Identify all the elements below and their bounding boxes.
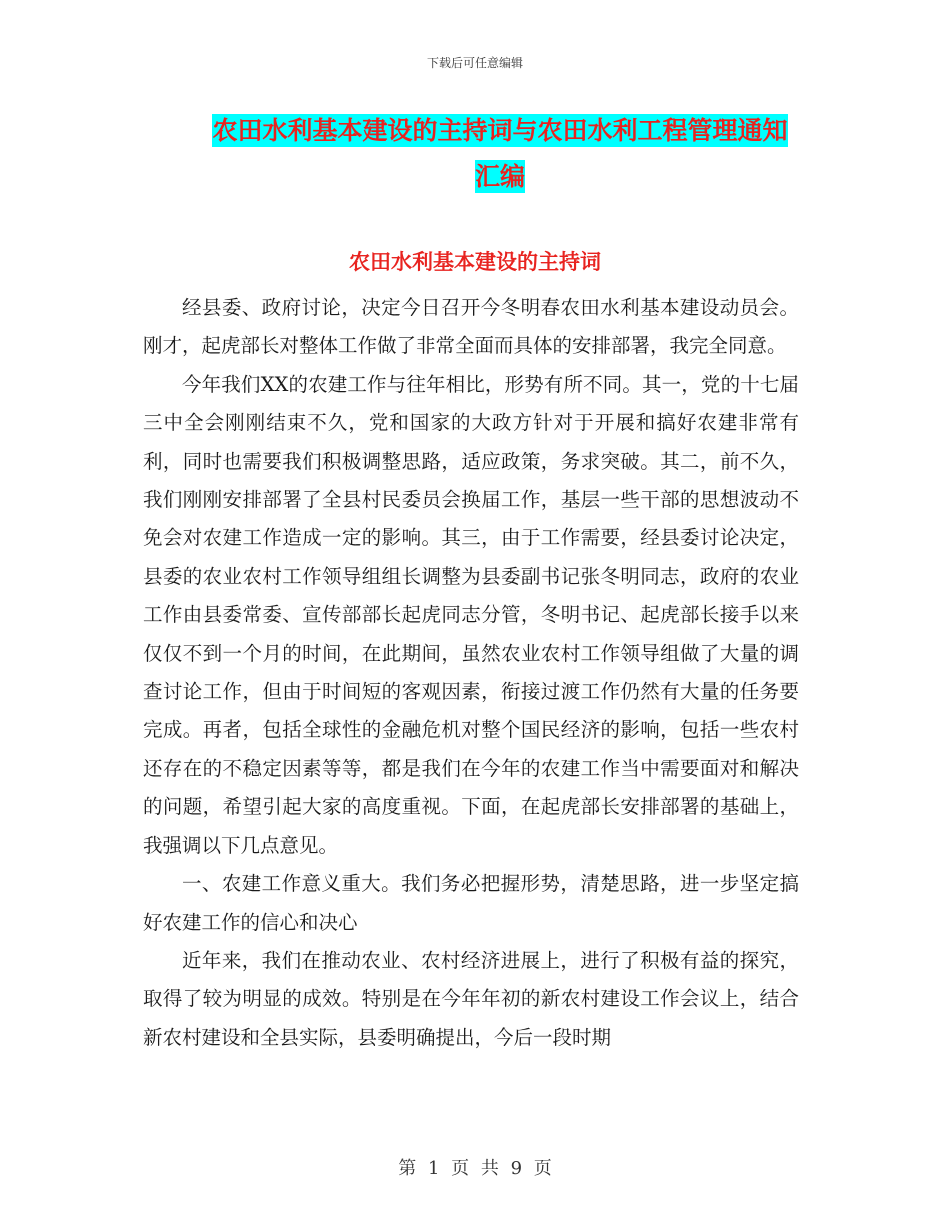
section-title: 农田水利基本建设的主持词 [349, 249, 601, 274]
header-note: 下载后可任意编辑 [426, 56, 523, 70]
document-title [150, 108, 850, 200]
paragraph-3: 一、农建工作意义重大。我们务必把握形势，清楚思路，进一步坚定搞好农建工作的信心和决心 [143, 872, 799, 934]
paragraph-1: 经县委、政府讨论，决定今日召开今冬明春农田水利基本建设动员会。刚才，起虎部长对整体工作做了非常全面而具体的安排部署，我完全同意。 [143, 296, 799, 358]
page-number: 第 1 页 共 9 页 [398, 1158, 552, 1179]
document-title-line-1: 农田水利基本建设的主持词与农田水利工程管理通知 [212, 116, 788, 145]
document-body [143, 289, 799, 1057]
document-title-line-2: 汇编 [474, 162, 525, 191]
paragraph-4: 近年来，我们在推动农业、农村经济进展上，进行了积极有益的探究，取得了较为明显的成效。特别是在今年年初的新农村建设工作会议上，结合新农村建设和全县实际，县委明确提出，今后一段时期 [143, 948, 799, 1049]
paragraph-2: 今年我们XX的农建工作与往年相比，形势有所不同。其一，党的十七届三中全会刚刚结束不久，党和国家的大政方针对于开展和搞好农建非常有利，同时也需要我们积极调整思路，适应政策，务求突破。其二，前不久，我们刚刚安排部署了全县村民委员会换届工作，基层一些干部的思想波动不免会对农建工作造成一定的影响。其三，由于工作需要，经县委讨论决定，县委的农业农村工作领导组组长调整为县委副书记张冬明同志，政府的农业工作由县委常委、宣传部部长起虎同志分管，冬明书记、起虎部长接手以来仅仅不到一个月的时间，在此期间，虽然农业农村工作领导组做了大量的调查讨论工作，但由于时间短的客观因素，衔接过渡工作仍然有大量的任务要完成。再者，包括全球性的金融危机对整个国民经济的影响，包括一些农村还存在的不稳定因素等等，都是我们在今年的农建工作当中需要面对和解决的问题，希望引起大家的高度重视。下面，在起虎部长安排部署的基础上，我强调以下几点意见。 [143, 372, 799, 857]
